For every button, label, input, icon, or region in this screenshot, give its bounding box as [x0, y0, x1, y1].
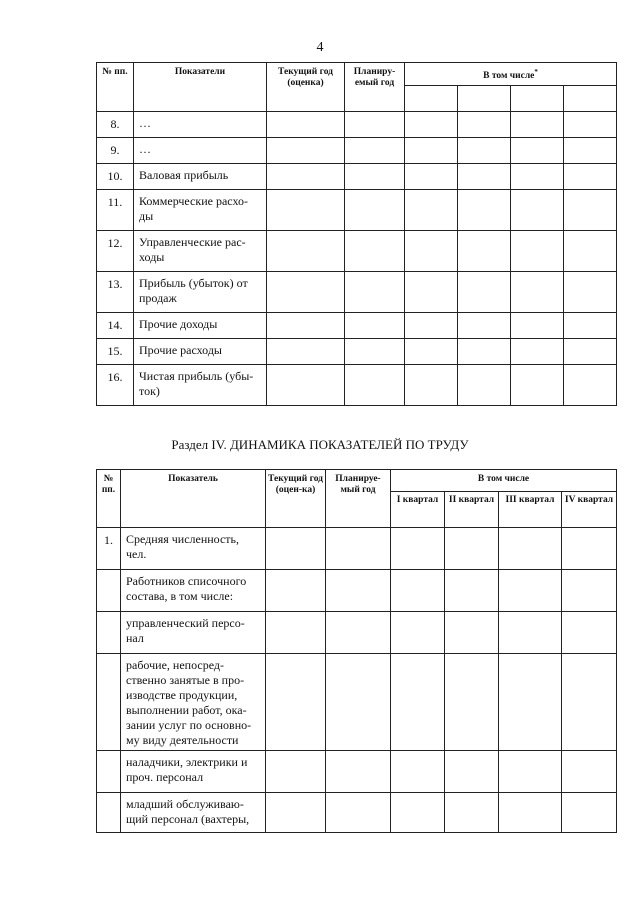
indicator-name: Управленческие рас-ходы	[134, 231, 267, 272]
value-cell[interactable]	[564, 112, 617, 138]
value-cell[interactable]	[511, 190, 564, 231]
table-row	[97, 190, 617, 231]
value-cell[interactable]	[564, 190, 617, 231]
value-cell[interactable]	[267, 272, 345, 313]
indicator-name: управленческий персо-нал	[121, 612, 266, 654]
quarter-cell	[458, 86, 511, 112]
header-num: № пп.	[97, 470, 121, 528]
value-cell[interactable]	[458, 313, 511, 339]
row-number: 13.	[97, 272, 134, 313]
value-cell[interactable]	[562, 570, 617, 612]
value-cell[interactable]	[391, 570, 445, 612]
indicator-name: Прочие расходы	[134, 339, 267, 365]
value-cell[interactable]	[458, 190, 511, 231]
value-cell[interactable]	[458, 365, 511, 406]
table-row	[97, 164, 617, 190]
table-row	[97, 751, 617, 793]
value-cell[interactable]	[326, 654, 391, 751]
value-cell[interactable]	[511, 339, 564, 365]
value-cell[interactable]	[405, 164, 458, 190]
table-row	[97, 339, 617, 365]
indicator-name: младший обслуживаю-щий персонал (вахтеры,	[121, 793, 266, 833]
value-cell[interactable]	[499, 612, 562, 654]
table-row	[97, 654, 617, 751]
header-planned-year: Планируе-мый год	[326, 470, 391, 528]
value-cell[interactable]	[511, 112, 564, 138]
value-cell[interactable]	[405, 365, 458, 406]
value-cell[interactable]	[345, 365, 405, 406]
row-number: 12.	[97, 231, 134, 272]
value-cell[interactable]	[562, 793, 617, 833]
indicator-name: …	[134, 112, 267, 138]
value-cell[interactable]	[345, 231, 405, 272]
quarter-header: IV квартал	[562, 492, 617, 528]
value-cell[interactable]	[266, 793, 326, 833]
indicator-name: Прибыль (убыток) от продаж	[134, 272, 267, 313]
quarter-cell	[564, 86, 617, 112]
section-title: Раздел IV. ДИНАМИКА ПОКАЗАТЕЛЕЙ ПО ТРУДУ	[171, 437, 469, 452]
value-cell[interactable]	[266, 612, 326, 654]
value-cell[interactable]	[458, 231, 511, 272]
row-number: 11.	[97, 190, 134, 231]
row-number: 1.	[97, 528, 121, 570]
indicator-name: Чистая прибыль (убы-ток)	[134, 365, 267, 406]
value-cell[interactable]	[458, 272, 511, 313]
header-current-year: Текущий год (оцен-ка)	[266, 470, 326, 528]
quarter-cell	[511, 86, 564, 112]
header-current-year: Текущий год (оценка)	[267, 63, 345, 112]
value-cell[interactable]	[511, 138, 564, 164]
row-number: 15.	[97, 339, 134, 365]
value-cell[interactable]	[499, 570, 562, 612]
value-cell[interactable]	[564, 313, 617, 339]
financial-indicators-table	[96, 62, 617, 406]
value-cell[interactable]	[499, 751, 562, 793]
value-cell[interactable]	[458, 339, 511, 365]
value-cell[interactable]	[405, 138, 458, 164]
value-cell[interactable]	[511, 272, 564, 313]
value-cell[interactable]	[391, 793, 445, 833]
row-number: 9.	[97, 138, 134, 164]
value-cell[interactable]	[511, 231, 564, 272]
table-row	[97, 112, 617, 138]
value-cell[interactable]	[458, 112, 511, 138]
value-cell[interactable]	[405, 231, 458, 272]
value-cell[interactable]	[562, 528, 617, 570]
value-cell[interactable]	[562, 612, 617, 654]
page-number: 4	[316, 40, 324, 55]
value-cell[interactable]	[499, 528, 562, 570]
value-cell[interactable]	[445, 654, 499, 751]
indicator-name: Работников списочного состава, в том числе:	[121, 570, 266, 612]
value-cell[interactable]	[564, 365, 617, 406]
value-cell[interactable]	[326, 612, 391, 654]
value-cell[interactable]	[326, 570, 391, 612]
value-cell[interactable]	[405, 112, 458, 138]
value-cell[interactable]	[458, 164, 511, 190]
quarter-cell	[405, 86, 458, 112]
value-cell[interactable]	[391, 528, 445, 570]
indicator-name: Валовая прибыль	[134, 164, 267, 190]
header-indicator: Показатель	[121, 470, 266, 528]
footnote-mark: *	[534, 68, 538, 76]
value-cell[interactable]	[345, 164, 405, 190]
value-cell[interactable]	[405, 339, 458, 365]
value-cell[interactable]	[564, 138, 617, 164]
value-cell[interactable]	[445, 612, 499, 654]
quarter-header: I квартал	[391, 492, 445, 528]
value-cell[interactable]	[564, 164, 617, 190]
table-row	[97, 570, 617, 612]
value-cell[interactable]	[562, 654, 617, 751]
value-cell[interactable]	[445, 570, 499, 612]
value-cell[interactable]	[266, 570, 326, 612]
table-row	[97, 612, 617, 654]
row-number	[97, 612, 121, 654]
value-cell[interactable]	[445, 793, 499, 833]
row-number: 8.	[97, 112, 134, 138]
value-cell[interactable]	[345, 339, 405, 365]
value-cell[interactable]	[326, 793, 391, 833]
header-including	[405, 63, 617, 86]
indicator-name: Средняя численность, чел.	[121, 528, 266, 570]
indicator-name: наладчики, электрики и проч. персонал	[121, 751, 266, 793]
header-planned-year: Планиру-емый год	[345, 63, 405, 112]
value-cell[interactable]	[267, 339, 345, 365]
header-including-label: В том числе	[483, 71, 535, 82]
row-number: 10.	[97, 164, 134, 190]
table-row	[97, 793, 617, 833]
value-cell[interactable]	[345, 190, 405, 231]
row-number: 14.	[97, 313, 134, 339]
value-cell[interactable]	[511, 313, 564, 339]
indicator-name: Коммерческие расхо-ды	[134, 190, 267, 231]
table-row	[97, 231, 617, 272]
value-cell[interactable]	[564, 272, 617, 313]
value-cell[interactable]	[266, 654, 326, 751]
header-indicators: Показатели	[134, 63, 267, 112]
value-cell[interactable]	[499, 654, 562, 751]
value-cell[interactable]	[564, 231, 617, 272]
value-cell[interactable]	[562, 751, 617, 793]
value-cell[interactable]	[267, 112, 345, 138]
table-row	[97, 272, 617, 313]
value-cell[interactable]	[391, 751, 445, 793]
quarter-header: III квартал	[499, 492, 562, 528]
value-cell[interactable]	[345, 313, 405, 339]
value-cell[interactable]	[391, 654, 445, 751]
value-cell[interactable]	[511, 164, 564, 190]
table-row	[97, 528, 617, 570]
table-row	[97, 138, 617, 164]
value-cell[interactable]	[511, 365, 564, 406]
value-cell[interactable]	[445, 528, 499, 570]
indicator-name: рабочие, непосред-ственно занятые в про-изводстве продукции, выполнении работ, ока-зании услуг по основно-му виду деятельности	[121, 654, 266, 751]
indicator-name: …	[134, 138, 267, 164]
value-cell[interactable]	[267, 164, 345, 190]
value-cell[interactable]	[391, 612, 445, 654]
value-cell[interactable]	[445, 751, 499, 793]
value-cell[interactable]	[267, 365, 345, 406]
value-cell[interactable]	[326, 528, 391, 570]
table-row	[97, 365, 617, 406]
value-cell[interactable]	[267, 231, 345, 272]
value-cell[interactable]	[345, 112, 405, 138]
value-cell[interactable]	[405, 190, 458, 231]
row-number: 16.	[97, 365, 134, 406]
value-cell[interactable]	[266, 528, 326, 570]
value-cell[interactable]	[405, 272, 458, 313]
value-cell[interactable]	[266, 751, 326, 793]
value-cell[interactable]	[405, 313, 458, 339]
quarter-header: II квартал	[445, 492, 499, 528]
value-cell[interactable]	[345, 272, 405, 313]
indicator-name: Прочие доходы	[134, 313, 267, 339]
row-number	[97, 570, 121, 612]
header-num: № пп.	[97, 63, 134, 112]
value-cell[interactable]	[267, 190, 345, 231]
value-cell[interactable]	[458, 138, 511, 164]
value-cell[interactable]	[345, 138, 405, 164]
row-number	[97, 751, 121, 793]
value-cell[interactable]	[267, 313, 345, 339]
labor-indicators-table	[96, 469, 617, 833]
table-row	[97, 313, 617, 339]
row-number	[97, 793, 121, 833]
row-number	[97, 654, 121, 751]
value-cell[interactable]	[499, 793, 562, 833]
value-cell[interactable]	[326, 751, 391, 793]
header-including: В том числе	[391, 470, 617, 492]
value-cell[interactable]	[267, 138, 345, 164]
value-cell[interactable]	[564, 339, 617, 365]
